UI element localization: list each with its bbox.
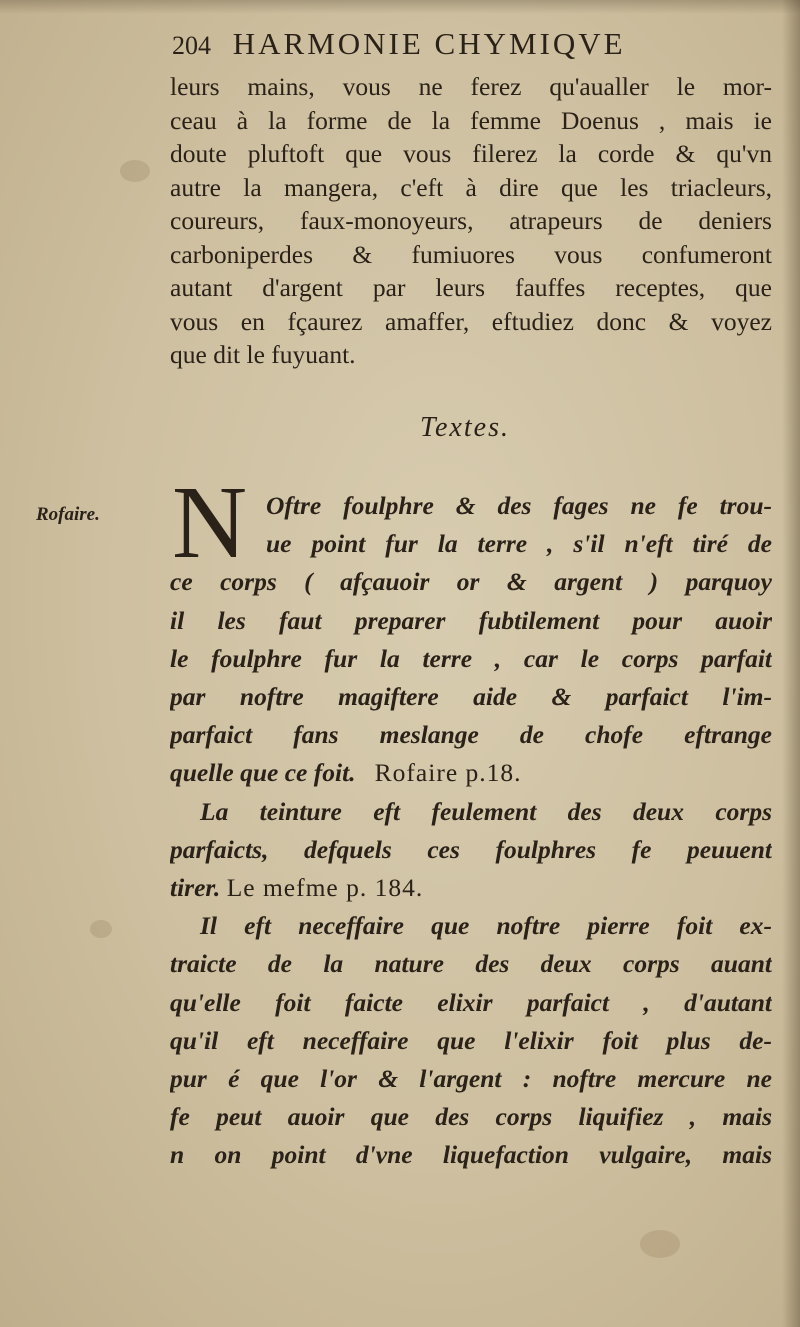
quote-line: qu'il eft neceffaire que l'elixir foit plus de- — [170, 1025, 772, 1055]
quote-line: par noftre magiftere aide & parfaict l'im- — [170, 682, 772, 712]
quote-line: La teinture eft feulement des deux corps — [200, 796, 772, 826]
quote-line: parfaicts, defquels ces foulphres fe peuuent — [170, 834, 772, 864]
quote-line: n on point d'vne liquefaction vulgaire, mais — [170, 1140, 772, 1170]
paper-stain — [640, 1230, 680, 1258]
quote-line: ce corps ( afçauoir or & argent ) parquoy — [170, 567, 772, 597]
page-number: 204 — [172, 31, 211, 60]
quote-line — [170, 869, 772, 907]
drop-cap: N — [172, 465, 248, 580]
paper-stain — [90, 920, 112, 938]
citation-reference: Rofaire p.18. — [374, 758, 522, 788]
text-line: que dit le fuyuant. — [170, 340, 356, 369]
page-header — [172, 26, 772, 62]
text-line: autant d'argent par leurs fauffes receptes, que — [170, 273, 772, 302]
quoted-text-block — [170, 487, 772, 1175]
text-line: coureurs, faux-monoyeurs, atrapeurs de deniers — [170, 206, 772, 235]
text-line: autre la mangera, c'eft à dire que les triacleurs, — [170, 172, 772, 202]
text-line: vous en fçaurez amaffer, eftudiez donc & voyez — [170, 306, 772, 336]
text-line: leurs mains, vous ne ferez qu'aualler le mor- — [170, 72, 772, 101]
quote-line-text: tirer. — [170, 873, 221, 903]
text-line: doute pluftoft que vous filerez la corde & qu'vn — [170, 139, 772, 168]
main-paragraph — [170, 70, 772, 372]
quote-line: il les faut preparer fubtilement pour auoir — [170, 605, 772, 635]
quote-line: traicte de la nature des deux corps auant — [170, 949, 772, 979]
running-title: HARMONIE CHYMIQVE — [232, 26, 626, 61]
margin-note: Rofaire. — [36, 504, 100, 525]
quote-line: parfaict fans meslange de chofe eftrange — [170, 720, 772, 750]
section-heading: Textes. — [420, 412, 510, 443]
quote-line: le foulphre fur la terre , car le corps parfait — [170, 643, 772, 673]
quote-line: Oftre foulphre & des fages ne fe trou- — [266, 491, 772, 520]
quote-line: qu'elle foit faicte elixir parfaict , d'autant — [170, 987, 772, 1017]
text-line: carboniperdes & fumiuores vous confumeront — [170, 239, 772, 269]
paper-stain — [120, 160, 150, 182]
quote-line: Il eft neceffaire que noftre pierre foit ex- — [200, 911, 772, 941]
citation-reference: Le mefme p. 184. — [226, 873, 424, 903]
quote-line: fe peut auoir que des corps liquifiez , mais — [170, 1102, 772, 1132]
page-top-shadow — [0, 0, 800, 14]
text-line: ceau à la forme de la femme Doenus , mais ie — [170, 105, 772, 135]
quote-line-text: quelle que ce foit. — [170, 758, 356, 788]
page-gutter-shadow — [782, 0, 800, 1327]
quote-line: pur é que l'or & l'argent : noftre mercure ne — [170, 1064, 772, 1094]
quote-line — [170, 754, 772, 792]
quote-line: ue point fur la terre , s'il n'eft tiré de — [266, 529, 772, 559]
